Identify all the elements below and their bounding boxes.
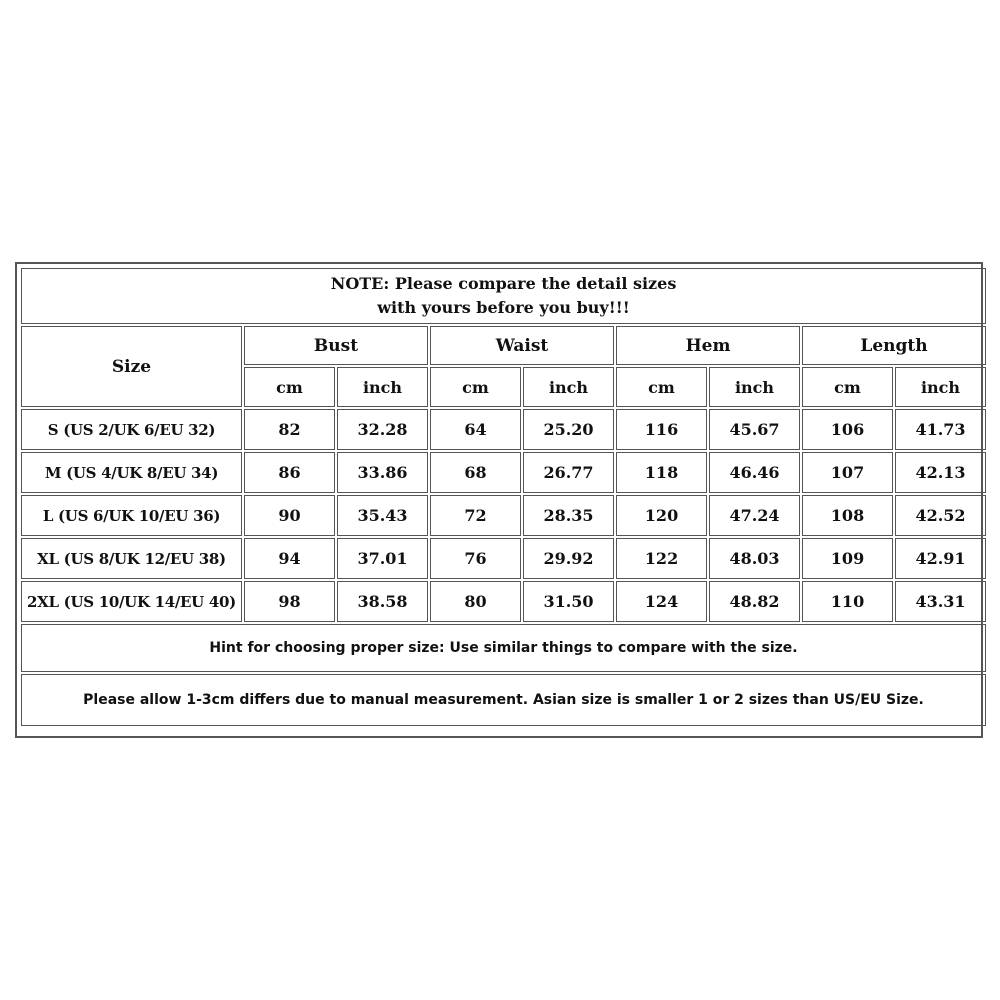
bust-header: Bust — [244, 326, 428, 365]
value-cell: 76 — [430, 538, 521, 579]
table-row — [21, 409, 986, 450]
value-cell: 33.86 — [337, 452, 428, 493]
unit-header: cm — [802, 367, 893, 407]
value-cell: 122 — [616, 538, 707, 579]
measurement-disclaimer: Please allow 1-3cm differs due to manual measurement. Asian size is smaller 1 or 2 sizes than US/EU Size. — [21, 674, 986, 726]
value-cell: 116 — [616, 409, 707, 450]
value-cell: 28.35 — [523, 495, 614, 536]
value-cell: 42.13 — [895, 452, 986, 493]
value-cell: 47.24 — [709, 495, 800, 536]
value-cell: 38.58 — [337, 581, 428, 622]
value-cell: 108 — [802, 495, 893, 536]
value-cell: 94 — [244, 538, 335, 579]
value-cell: 45.67 — [709, 409, 800, 450]
note-banner — [21, 268, 986, 324]
value-cell: 48.03 — [709, 538, 800, 579]
value-cell: 46.46 — [709, 452, 800, 493]
unit-header: inch — [709, 367, 800, 407]
value-cell: 80 — [430, 581, 521, 622]
unit-header: cm — [244, 367, 335, 407]
value-cell: 42.52 — [895, 495, 986, 536]
value-cell: 106 — [802, 409, 893, 450]
size-chart — [15, 262, 983, 738]
value-cell: 31.50 — [523, 581, 614, 622]
size-cell: 2XL (US 10/UK 14/EU 40) — [21, 581, 242, 622]
unit-header: inch — [337, 367, 428, 407]
size-hint: Hint for choosing proper size: Use similar things to compare with the size. — [21, 624, 986, 672]
table-row — [21, 538, 986, 579]
value-cell: 118 — [616, 452, 707, 493]
size-cell: S (US 2/UK 6/EU 32) — [21, 409, 242, 450]
value-cell: 35.43 — [337, 495, 428, 536]
value-cell: 68 — [430, 452, 521, 493]
value-cell: 25.20 — [523, 409, 614, 450]
size-table — [19, 266, 988, 728]
value-cell: 107 — [802, 452, 893, 493]
size-cell: L (US 6/UK 10/EU 36) — [21, 495, 242, 536]
table-row — [21, 581, 986, 622]
value-cell: 90 — [244, 495, 335, 536]
note-line-1: NOTE: Please compare the detail sizes — [330, 274, 677, 293]
size-header: Size — [21, 326, 242, 407]
value-cell: 124 — [616, 581, 707, 622]
value-cell: 32.28 — [337, 409, 428, 450]
value-cell: 29.92 — [523, 538, 614, 579]
table-row — [21, 495, 986, 536]
value-cell: 86 — [244, 452, 335, 493]
value-cell: 64 — [430, 409, 521, 450]
unit-header: cm — [616, 367, 707, 407]
value-cell: 48.82 — [709, 581, 800, 622]
value-cell: 109 — [802, 538, 893, 579]
unit-header: inch — [523, 367, 614, 407]
unit-header: cm — [430, 367, 521, 407]
unit-header: inch — [895, 367, 986, 407]
value-cell: 110 — [802, 581, 893, 622]
table-row — [21, 452, 986, 493]
value-cell: 120 — [616, 495, 707, 536]
value-cell: 82 — [244, 409, 335, 450]
length-header: Length — [802, 326, 986, 365]
size-cell: XL (US 8/UK 12/EU 38) — [21, 538, 242, 579]
waist-header: Waist — [430, 326, 614, 365]
value-cell: 41.73 — [895, 409, 986, 450]
value-cell: 42.91 — [895, 538, 986, 579]
value-cell: 72 — [430, 495, 521, 536]
value-cell: 37.01 — [337, 538, 428, 579]
value-cell: 43.31 — [895, 581, 986, 622]
hem-header: Hem — [616, 326, 800, 365]
value-cell: 98 — [244, 581, 335, 622]
size-cell: M (US 4/UK 8/EU 34) — [21, 452, 242, 493]
value-cell: 26.77 — [523, 452, 614, 493]
note-line-2: with yours before you buy!!! — [377, 298, 630, 317]
